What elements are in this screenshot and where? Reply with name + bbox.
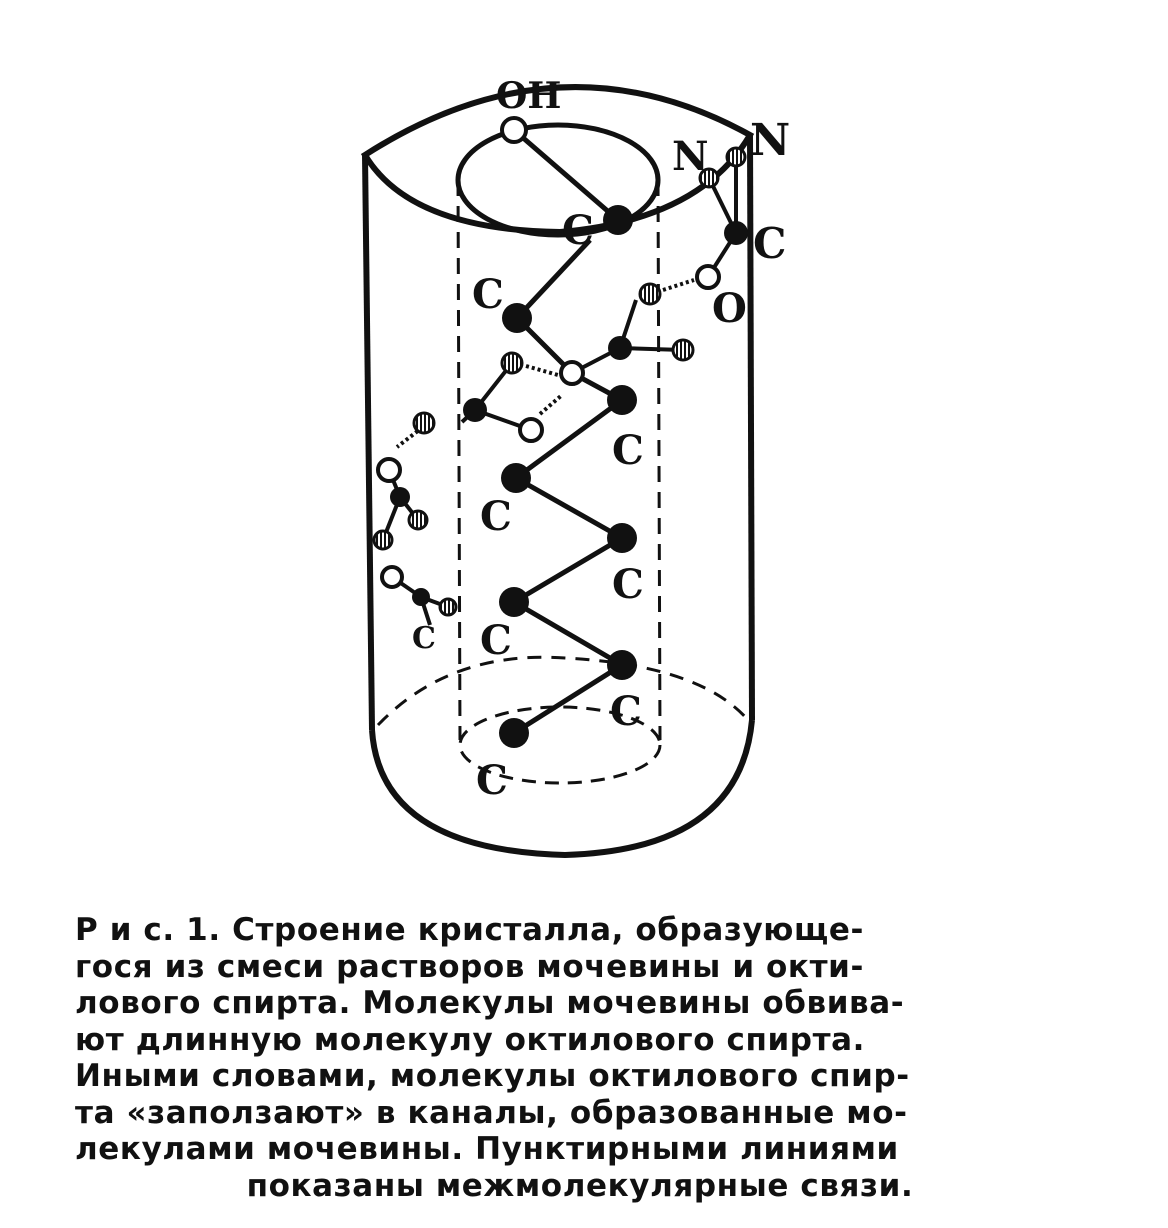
nitrogen-atom <box>673 340 693 360</box>
caption-line: ют длинную молекулу октилового спирта. <box>75 1021 866 1058</box>
label-o: O <box>712 285 747 332</box>
nitrogen-atom <box>727 148 745 166</box>
carbon-atom <box>499 587 529 617</box>
nitrogen-atom <box>409 511 427 529</box>
label-n: N <box>750 115 791 166</box>
label-c: C <box>612 427 644 474</box>
figure-caption <box>75 912 1085 1204</box>
inner-channel-right-wall <box>658 180 660 740</box>
urea-carbon-atom <box>463 398 487 422</box>
hydrogen-bond <box>526 366 558 375</box>
carbon-atom <box>607 385 637 415</box>
nitrogen-atom <box>502 353 522 373</box>
nitrogen-atoms <box>374 148 745 615</box>
inner-channel-left-wall <box>458 180 460 740</box>
label-c: C <box>612 561 644 608</box>
label-c: C <box>480 617 512 664</box>
oxygen-atom <box>378 459 400 481</box>
nitrogen-atom <box>374 531 392 549</box>
outer-cylinder-bottom-back-dashed <box>378 657 748 725</box>
outer-cylinder <box>365 87 752 855</box>
urea-carbon-atom <box>724 221 748 245</box>
carbon-atom <box>502 303 532 333</box>
caption-line: гося из смеси растворов мочевины и окти- <box>75 948 864 985</box>
nitrogen-atom <box>440 599 456 615</box>
oxygen-atom <box>520 419 542 441</box>
urea-bonds <box>383 157 736 625</box>
urea-carbon-atom <box>412 588 430 606</box>
hydrogen-bond <box>663 280 694 290</box>
caption-line: показаны межмолекулярные связи. <box>246 1167 914 1204</box>
label-c: C <box>610 688 642 735</box>
nitrogen-atom <box>640 284 660 304</box>
label-c: C <box>472 271 504 318</box>
carbon-atom <box>603 205 633 235</box>
caption-line: Р и с. 1. Строение кристалла, образующе- <box>75 912 864 948</box>
nitrogen-atom <box>414 413 434 433</box>
urea-carbon-atom <box>390 487 410 507</box>
hydrogen-bond <box>540 395 562 414</box>
carbon-atom <box>501 463 531 493</box>
caption-line: лекулами мочевины. Пунктирными линиями <box>75 1131 899 1167</box>
oxygen-atom <box>502 118 526 142</box>
label-c: C <box>476 757 508 804</box>
caption-line: лового спирта. Молекулы мочевины обвива- <box>75 985 905 1021</box>
label-c: C <box>753 219 787 268</box>
outer-cylinder-bottom-front <box>372 720 752 855</box>
atom-labels <box>412 75 790 804</box>
outer-cylinder-right-wall <box>750 135 752 720</box>
caption-line: Иными словами, молекулы октилового спир- <box>75 1058 910 1094</box>
caption-line: та «заползают» в каналы, образованные мо- <box>75 1094 908 1131</box>
label-oh: OH <box>496 75 562 117</box>
carbon-atom <box>499 718 529 748</box>
outer-cylinder-left-wall <box>365 155 372 730</box>
oxygen-atom <box>561 362 583 384</box>
label-c: C <box>562 207 594 254</box>
carbon-atom <box>607 523 637 553</box>
oxygen-atom <box>382 567 402 587</box>
label-c: C <box>412 621 436 656</box>
label-c: C <box>480 493 512 540</box>
carbon-atom <box>607 650 637 680</box>
urea-carbon-atom <box>608 336 632 360</box>
label-n: N <box>672 133 709 180</box>
carbon-atoms <box>390 205 748 748</box>
